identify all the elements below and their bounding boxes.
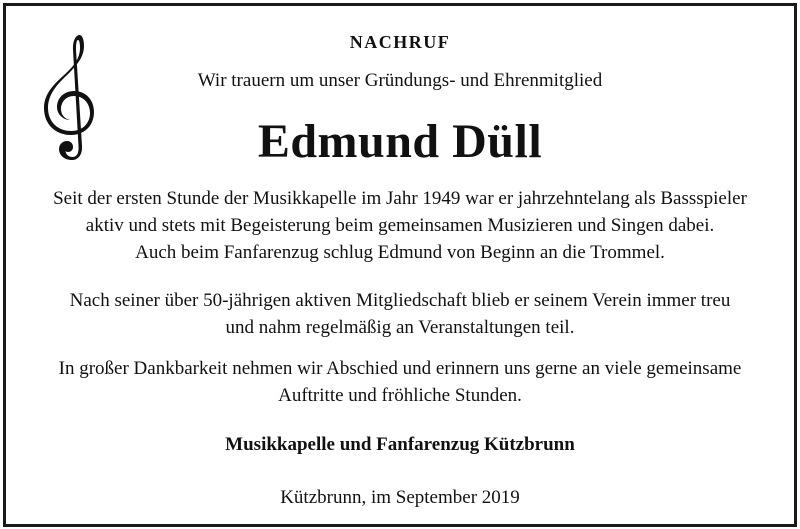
intro-line: Wir trauern um unser Gründungs- und Ehrenmitglied — [197, 70, 603, 91]
paragraph-membership — [6, 287, 794, 341]
obituary-notice — [3, 3, 797, 527]
notice-heading: NACHRUF — [349, 32, 451, 52]
paragraph-line: Nach seiner über 50-jährigen aktiven Mitgliedschaft blieb er seinem Verein immer treu — [69, 290, 731, 311]
paragraph-farewell — [6, 355, 794, 409]
paragraph-line: Auch beim Fanfarenzug schlug Edmund von Beginn an die Trommel. — [135, 242, 665, 263]
organization-signature: Musikkapelle und Fanfarenzug Kützbrunn — [225, 434, 575, 455]
paragraph-line: Auftritte und fröhliche Stunden. — [278, 385, 522, 406]
place-date: Kützbrunn, im September 2019 — [280, 487, 520, 508]
paragraph-line: aktiv und stets mit Begeisterung beim gemeinsamen Musizieren und Singen dabei. — [85, 215, 715, 236]
paragraph-tribute — [6, 185, 794, 266]
paragraph-line: In großer Dankbarkeit nehmen wir Abschied und erinnern uns gerne an viele gemeinsame — [58, 358, 742, 379]
deceased-name: Edmund Düll — [257, 115, 543, 168]
paragraph-line: Seit der ersten Stunde der Musikkapelle im Jahr 1949 war er jahrzehntelang als Bassspieler — [53, 188, 747, 209]
paragraph-line: und nahm regelmäßig an Veranstaltungen teil. — [225, 317, 575, 338]
